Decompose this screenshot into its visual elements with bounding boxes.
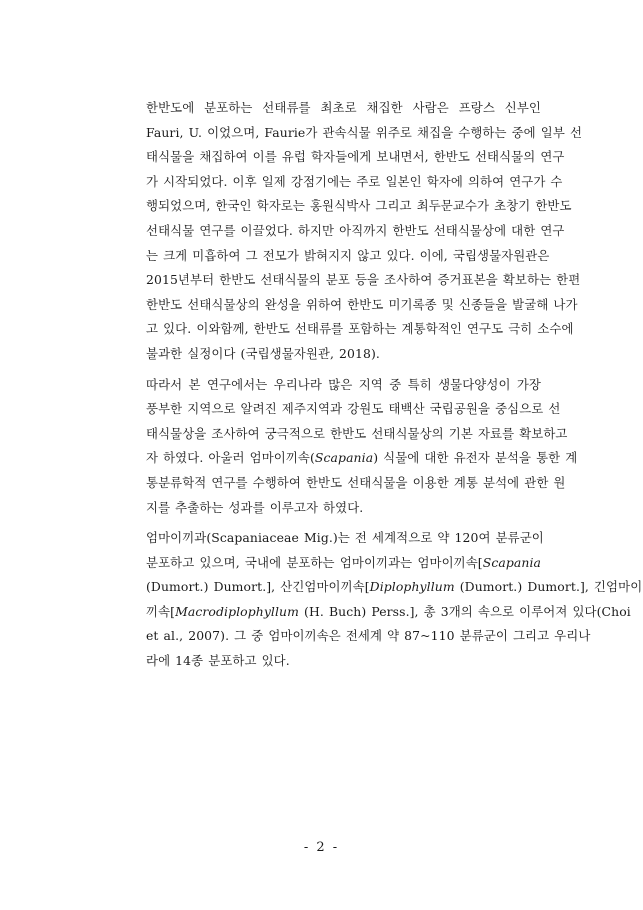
text-line: 고 있다. 이와함께, 한반도 선태류를 포함하는 계통학적인 연구도 극히 소수에 xyxy=(146,321,574,337)
text-line: 따라서 본 연구에서는 우리나라 많은 지역 중 특히 생물다양성이 가장 xyxy=(146,376,541,392)
text-line: 2015년부터 한반도 선태식물의 분포 등을 조사하여 증거표본을 확보하는 한편 xyxy=(146,272,581,288)
text-line: 태식물을 채집하여 이를 유럽 학자들에게 보내면서, 한반도 선태식물의 연구 xyxy=(146,149,565,165)
text-line: 행되었으며, 한국인 학자로는 홍원식박사 그리고 최두문교수가 초창기 한반도 xyxy=(146,198,572,214)
text-line: 한반도 선태식물상의 완성을 위하여 한반도 미기록종 및 신종들을 발굴해 나가 xyxy=(146,296,578,312)
text-line: 태식물상을 조사하여 궁극적으로 한반도 선태식물상의 기본 자료를 확보하고 xyxy=(146,425,568,441)
text-line: 통분류학적 연구를 수행하여 한반도 선태식물을 이용한 계통 분석에 관한 원 xyxy=(146,474,566,490)
text-line: Fauri, U. 이었으며, Faurie가 관속식물 위주로 채집을 수행하는 중에 일부 선 xyxy=(146,124,583,140)
text-line: et al., 2007). 그 중 엄마이끼속은 전세계 약 87~110 분류군이 그리고 우리나 xyxy=(146,628,591,644)
paragraph-history xyxy=(106,96,583,367)
text-line: 자 하였다. 아울러 엄마이끼속(Scapania) 식물에 대한 유전자 분석을 통한 계 xyxy=(146,450,578,466)
text-line: 는 크게 미흡하여 그 전모가 밝혀지지 않고 있다. 이에, 국립생물자원관은 xyxy=(146,247,550,263)
text-line: 분포하고 있으며, 국내에 분포하는 엄마이끼과는 엄마이끼속[Scapania xyxy=(146,554,541,570)
paragraph-objective xyxy=(106,373,578,521)
text-line: 엄마이끼과(Scapaniaceae Mig.)는 전 세계적으로 약 120여 분류군이 xyxy=(146,530,544,546)
document-body xyxy=(106,96,643,680)
page-number: - 2 - xyxy=(303,840,340,855)
text-line: 불과한 실정이다 (국립생물자원관, 2018). xyxy=(146,345,380,361)
text-line: 풍부한 지역으로 알려진 제주지역과 강원도 태백산 국립공원을 중심으로 선 xyxy=(146,401,561,417)
paragraph-scapaniaceae xyxy=(106,526,643,674)
text-line: 가 시작되었다. 이후 일제 강점기에는 주로 일본인 학자에 의하여 연구가 수 xyxy=(146,173,563,189)
text-line: 끼속[Macrodiplophyllum (H. Buch) Perss.], 총 3개의 속으로 이루어져 있다(Choi xyxy=(146,603,631,619)
text-line: 선태식물 연구를 이끌었다. 하지만 아직까지 한반도 선태식물상에 대한 연구 xyxy=(146,222,565,238)
text-line: (Dumort.) Dumort.], 산긴엄마이끼속[Diplophyllum (Dumort.) Dumort.], 긴엄마이 xyxy=(146,579,643,595)
text-line: 지를 추출하는 성과를 이루고자 하였다. xyxy=(146,499,364,515)
text-line: 한반도에 분포하는 선태류를 최초로 채집한 사람은 프랑스 신부인 xyxy=(146,100,541,115)
text-line: 라에 14종 분포하고 있다. xyxy=(146,653,290,669)
